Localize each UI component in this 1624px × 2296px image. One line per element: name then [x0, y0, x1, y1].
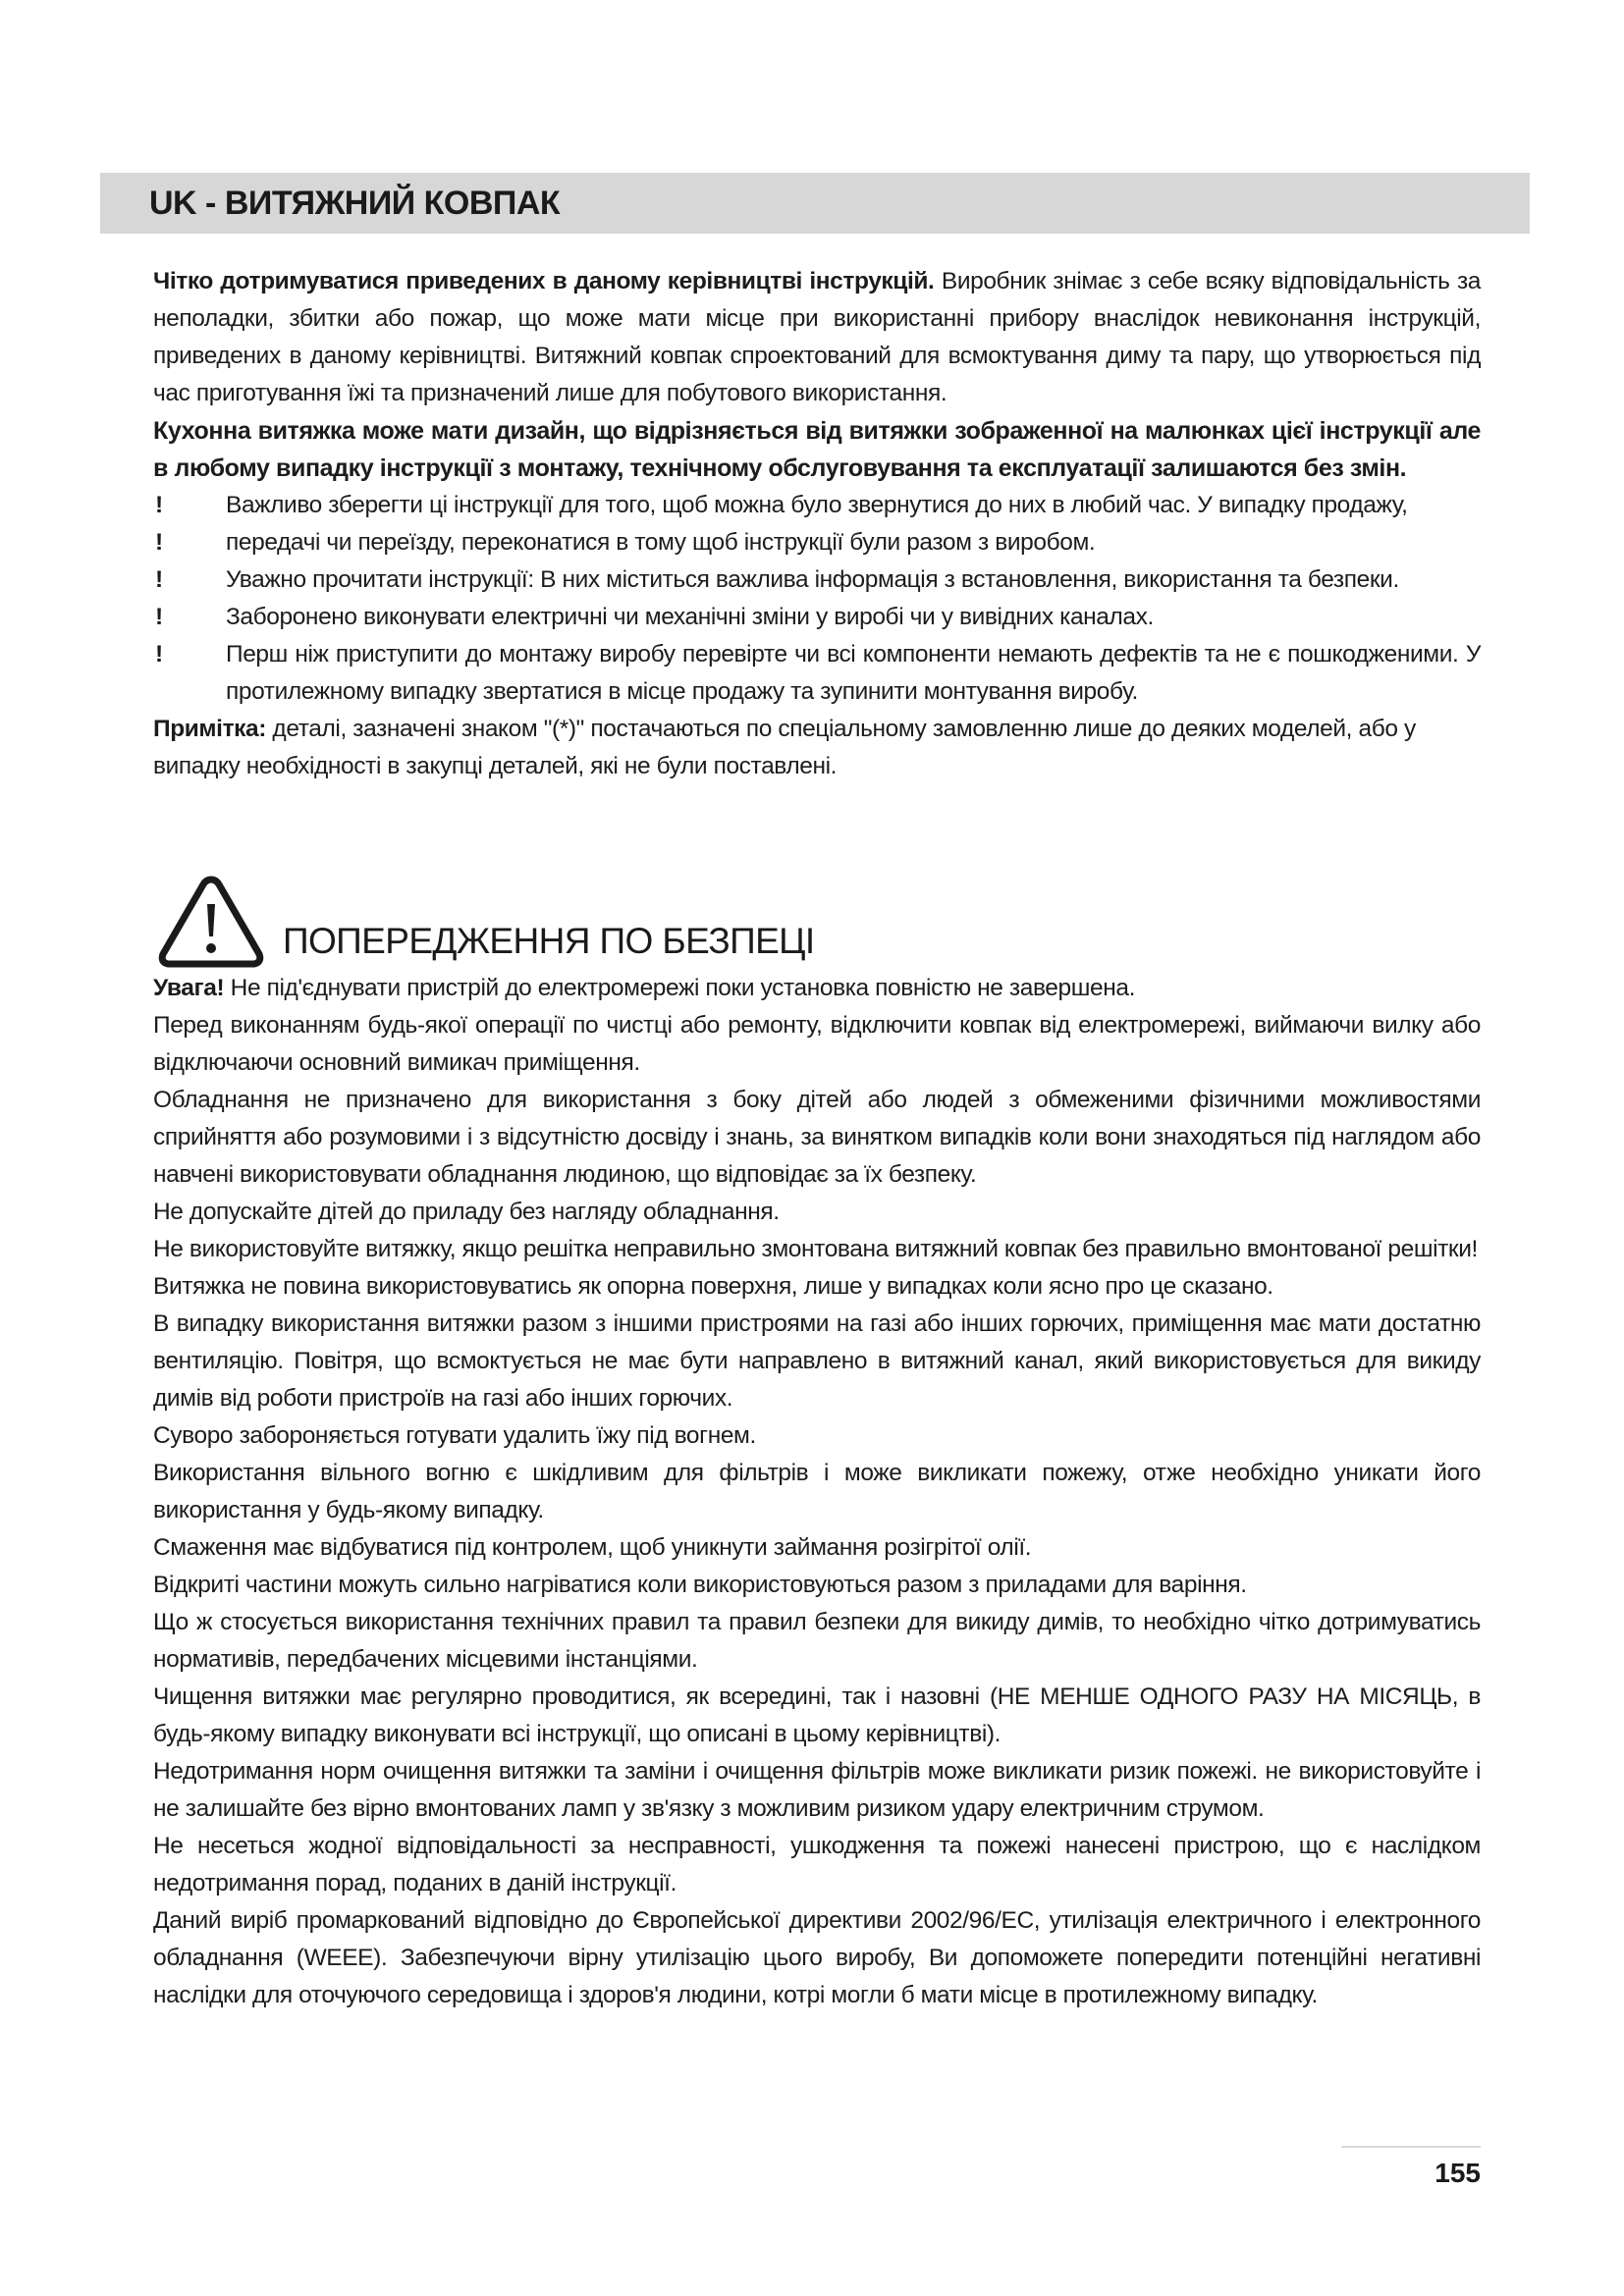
intro-section	[153, 263, 1481, 785]
exclamation-icon: !	[155, 529, 163, 556]
list-item: ! Перш ніж приступити до монтажу виробу перевірте чи всі компоненти немають дефектів та не є пошкодженими. У протилежному випадку звертатися в місце продажу та зупинити монтування виробу.	[153, 636, 1481, 711]
safety-paragraph: Перед виконанням будь-якої операції по чистці або ремонту, відключити ковпак від електромережі, виймаючи вилку або відключаючи основний вимикач приміщення.	[153, 1012, 1481, 1076]
note-text: деталі, зазначені знаком "(*)" постачаються по спеціальному замовленню лише до деяких моделей, або у	[266, 716, 1416, 742]
safety-paragraph: Не несеться жодної відповідальності за несправності, ушкодження та пожежі нанесені пристрою, що є наслідком недотримання порад, поданих в даній інструкції.	[153, 1833, 1481, 1896]
intro-lead-text: Виробник знімає з себе всяку відповідальність за неполадки, збитки або пожар, що може мати місце при використанні прибору внаслідок невиконання інструкцій, приведених в даному керівництві. Витяжний ковпак спроектований для всмоктування диму та пару, що утворюється під час приготування їжі та призначений лише для побутового використання.	[153, 268, 1482, 406]
exclamation-icon: !	[155, 492, 163, 518]
safety-heading	[153, 872, 1481, 970]
safety-paragraph: Що ж стосується використання технічних правил та правил безпеки для викиду димів, то необхідно чітко дотримуватись нормативів, передбачених місцевими інстанціями.	[153, 1609, 1481, 1673]
safety-paragraph: Обладнання не призначено для використання з боку дітей або людей з обмеженими фізичними можливостями сприйняття або розумовими і з відсутністю досвіду і знань, за винятком випадків коли вони знаходяться під наглядом або навчені використовувати обладнання людиною, що відповідає за їх безпеку.	[153, 1087, 1481, 1188]
list-item: ! передачі чи переїзду, переконатися в тому щоб інструкції були разом з виробом.	[153, 524, 1481, 561]
safety-paragraph: Використання вільного вогню є шкідливим для фільтрів і може викликати пожежу, отже необхідно уникати його використання у будь-якому випадку.	[153, 1460, 1481, 1523]
safety-paragraph: Суворо забороняється готувати удалить їжу під вогнем.	[153, 1422, 756, 1449]
attention-paragraph	[153, 970, 1481, 1007]
safety-paragraph: Недотримання норм очищення витяжки та заміни і очищення фільтрів може викликати ризик пожежі. не використовуйте і не залишайте без вірно вмонтованих ламп у зв'язку з можливим ризиком удару електричним струмом.	[153, 1758, 1481, 1822]
safety-paragraph: В випадку використання витяжки разом з іншими пристроями на газі або інших горючих, приміщення має мати достатню вентиляцію. Повітря, що всмоктується не має бути направлено в витяжний канал, який використовується для викиду димів від роботи пристроїв на газі або інших горючих.	[153, 1310, 1481, 1412]
safety-paragraph: Відкриті частини можуть сильно нагріватися коли використовуються разом з приладами для варіння.	[153, 1572, 1247, 1598]
safety-paragraph: Даний виріб промаркований відповідно до Європейської директиви 2002/96/ЕС, утилізація електричного і електронного обладнання (WEEE). Забезпечуючи вірну утилізацію цього виробу, Ви допоможете попередити потенційні негативні наслідки для оточуючого середовища і здоров'я людини, котрі могли б мати місце в протилежному випадку.	[153, 1907, 1481, 2008]
section-title-bar	[100, 173, 1530, 234]
note-paragraph-continued: випадку необхідності в закупці деталей, які не були поставлені.	[153, 753, 838, 779]
exclamation-icon: !	[155, 641, 163, 667]
safety-paragraph: Не використовуйте витяжку, якщо решітка неправильно змонтована витяжний ковпак без правильно вмонтованої решітки!	[153, 1236, 1478, 1262]
safety-title: ПОПЕРЕДЖЕННЯ ПО БЕЗПЕЦІ	[283, 921, 815, 961]
section-title: UK - ВИТЯЖНИЙ КОВПАК	[149, 185, 561, 222]
footer-divider	[1341, 2146, 1481, 2148]
warning-list	[153, 487, 1481, 711]
list-item: ! Важливо зберегти ці інструкції для того, щоб можна було звернутися до них в любий час. У випадку продажу,	[153, 487, 1481, 524]
attention-text: Не під'єднувати пристрій до електромережі поки установка повністю не завершена.	[224, 975, 1135, 1001]
warning-triangle-icon	[153, 872, 269, 970]
note-paragraph	[153, 711, 1481, 748]
safety-paragraph: Чищення витяжки має регулярно проводитися, як всередині, так і назовні (НЕ МЕНШЕ ОДНОГО РАЗУ НА МІСЯЦЬ, в будь-якому випадку виконувати всі інструкції, що описані в цьому керівництві).	[153, 1683, 1481, 1747]
list-item: ! Уважно прочитати інструкції: В них міститься важлива інформація з встановлення, використання та безпеки.	[153, 561, 1481, 599]
safety-paragraph: Смаження має відбуватися під контролем, щоб уникнути займання розігрітої олії.	[153, 1534, 1032, 1561]
attention-label: Увага!	[153, 975, 225, 1001]
list-item: ! Заборонено виконувати електричні чи механічні зміни у виробі чи у вивідних каналах.	[153, 599, 1481, 636]
note-label: Примітка:	[153, 716, 267, 742]
design-note: Кухонна витяжка може мати дизайн, що відрізняється від витяжки зображенної на малюнках цієї інструкції але в любому випадку інструкції з монтажу, технічному обслуговування та експлуатації залишаются без змін.	[153, 417, 1481, 482]
page-number: 155	[1435, 2158, 1481, 2188]
safety-paragraph: Не допускайте дітей до приладу без нагляду обладнання.	[153, 1199, 780, 1225]
safety-section	[153, 970, 1481, 2014]
safety-paragraph: Витяжка не повина використовуватись як опорна поверхня, лише у випадках коли ясно про це сказано.	[153, 1273, 1273, 1300]
intro-lead-bold: Чітко дотримуватися приведених в даному керівництві інструкцій.	[153, 268, 935, 294]
exclamation-icon: !	[155, 566, 163, 593]
intro-paragraph	[153, 263, 1481, 412]
exclamation-icon: !	[155, 604, 163, 630]
